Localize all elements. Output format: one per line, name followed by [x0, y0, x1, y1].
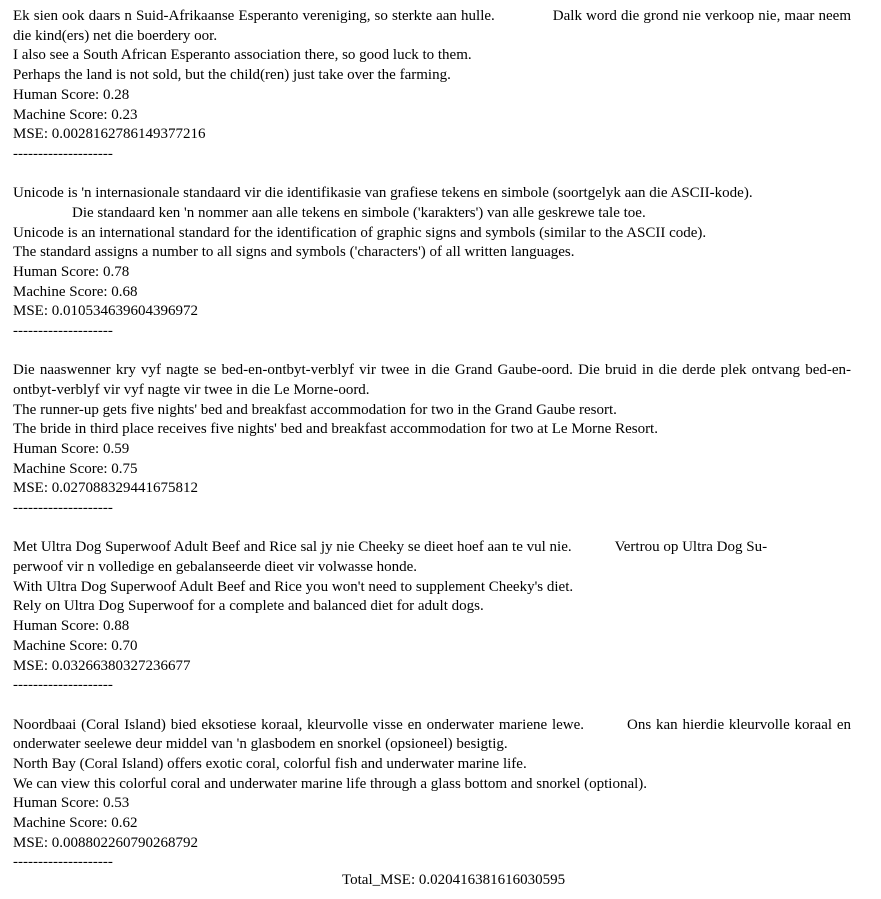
source-sentence-part-2: Dalk word die grond nie verkoop nie, maar neem die kind(ers) net die boerdery oor. — [13, 8, 852, 44]
separator: -------------------- — [13, 677, 113, 694]
source-sentence — [13, 361, 851, 400]
separator: -------------------- — [13, 854, 113, 871]
results-document — [13, 7, 851, 873]
source-sentence-part-1: Die naaswenner kry vyf nagte se bed-en-ontbyt-verblyf vir twee in die Grand Gaube-oord. — [13, 362, 573, 379]
translation-line-1: North Bay (Coral Island) offers exotic coral, colorful fish and underwater marine life. — [13, 755, 527, 772]
machine-score: Machine Score: 0.70 — [13, 637, 138, 654]
human-score: Human Score: 0.78 — [13, 263, 130, 280]
source-sentence-part-1: Noordbaai (Coral Island) bied eksotiese koraal, kleurvolle visse en onderwater mariene lewe. — [13, 716, 585, 733]
mse-value: MSE: 0.010534639604396972 — [13, 303, 199, 320]
result-entry-2 — [13, 184, 851, 342]
translation-line-2: The standard assigns a number to all signs and symbols ('characters') of all written languages. — [13, 244, 575, 261]
translation-line-1: The runner-up gets five nights' bed and breakfast accommodation for two in the Grand Gaube resort. — [13, 401, 617, 418]
translation-line-2: Perhaps the land is not sold, but the child(ren) just take over the farming. — [13, 67, 451, 84]
human-score: Human Score: 0.28 — [13, 86, 130, 103]
mse-value: MSE: 0.027088329441675812 — [13, 480, 199, 497]
source-sentence-part-2b: perwoof vir n volledige en gebalanseerde dieet vir volwasse honde. — [13, 559, 418, 576]
source-sentence-part-2 — [13, 204, 851, 224]
machine-score: Machine Score: 0.75 — [13, 460, 138, 477]
mse-value: MSE: 0.0028162786149377216 — [13, 126, 206, 143]
total-mse: Total_MSE: 0.020416381616030595 — [342, 872, 566, 888]
separator: -------------------- — [13, 323, 113, 340]
mse-value: MSE: 0.008802260790268792 — [13, 834, 199, 851]
source-sentence-part-2: Ons kan hierdie kleurvolle koraal en onderwater seelewe deur middel van 'n glasbodem en snorkel (opsioneel) besigtig. — [13, 716, 852, 753]
separator: -------------------- — [13, 145, 113, 162]
translation-line-1: With Ultra Dog Superwoof Adult Beef and Rice you won't need to supplement Cheeky's diet. — [13, 578, 574, 595]
translation-line-2: We can view this colorful coral and underwater marine life through a glass bottom and snorkel (optional). — [13, 775, 648, 792]
result-entry-4 — [13, 538, 851, 696]
machine-score: Machine Score: 0.68 — [13, 283, 138, 300]
source-sentence-part-1: Unicode is 'n internasionale standaard vir die identifikasie van grafiese tekens en simbole (soortgelyk aan die ASCII-kode). — [13, 185, 753, 202]
separator: -------------------- — [13, 500, 113, 517]
result-entry-3 — [13, 361, 851, 519]
translation-line-1: I also see a South African Esperanto association there, so good luck to them. — [13, 47, 472, 64]
translation-line-1: Unicode is an international standard for the identification of graphic signs and symbols (similar to the ASCII code). — [13, 224, 707, 241]
source-sentence — [13, 716, 851, 755]
source-sentence-part-1: Ek sien ook daars n Suid-Afrikaanse Esperanto vereniging, so sterkte aan hulle. — [13, 8, 495, 24]
source-sentence-part-2a: Vertrou op Ultra Dog Su- — [614, 539, 768, 556]
source-sentence-part-2-text: Die standaard ken 'n nommer aan alle tekens en simbole ('karakters') van alle geskrewe tale toe. — [72, 204, 646, 221]
translation-line-2: Rely on Ultra Dog Superwoof for a complete and balanced diet for adult dogs. — [13, 598, 484, 615]
source-sentence-part-2: Die bruid in die derde plek ontvang bed-en-ontbyt-verblyf vir vyf nagte vir twee in die Le Morne-oord. — [13, 362, 851, 398]
translation-line-2: The bride in third place receives five nights' bed and breakfast accommodation for two at Le Morne Resort. — [13, 421, 658, 438]
machine-score: Machine Score: 0.62 — [13, 815, 138, 832]
human-score: Human Score: 0.53 — [13, 795, 130, 812]
source-sentence — [13, 7, 851, 46]
mse-value: MSE: 0.03266380327236677 — [13, 657, 191, 674]
machine-score: Machine Score: 0.23 — [13, 106, 138, 123]
human-score: Human Score: 0.88 — [13, 618, 130, 635]
result-entry-5 — [13, 716, 851, 874]
source-sentence-line-1 — [13, 538, 851, 558]
human-score: Human Score: 0.59 — [13, 441, 130, 458]
result-entry-1 — [13, 7, 851, 165]
source-sentence-part-1: Met Ultra Dog Superwoof Adult Beef and Rice sal jy nie Cheeky se dieet hoef aan te vul nie. — [13, 539, 572, 556]
